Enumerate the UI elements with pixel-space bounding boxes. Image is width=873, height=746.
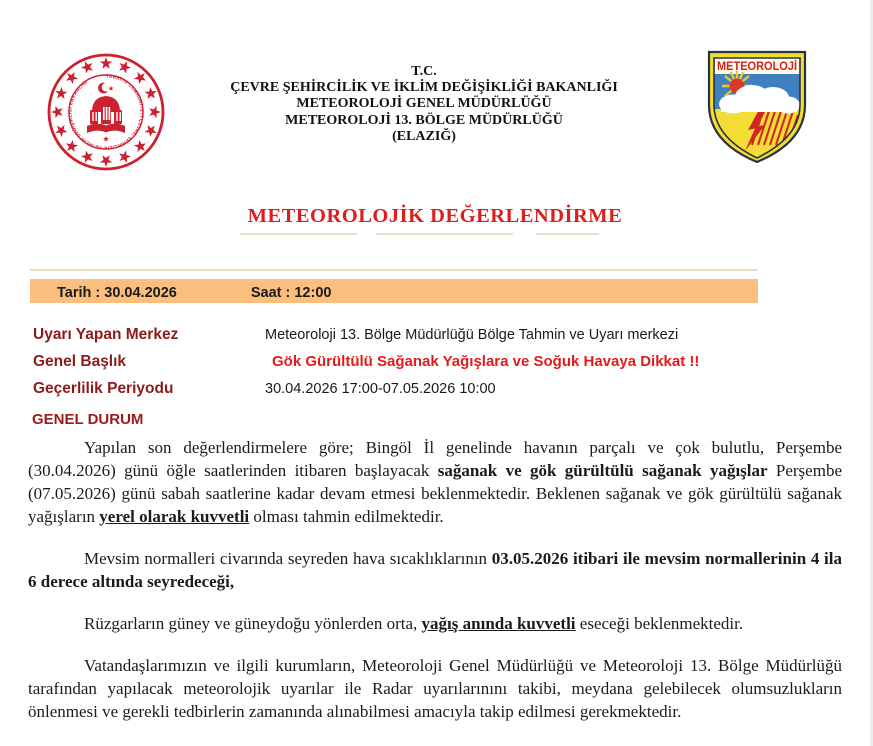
field-label: Uyarı Yapan Merkez: [33, 326, 179, 343]
field-label: Geçerlilik Periyodu: [33, 380, 174, 397]
paragraph-wind: Rüzgarların güney ve güneydoğu yönlerden orta, yağış anında kuvvetli eseceği beklenmektedir.: [84, 614, 744, 633]
faint-rule: [240, 233, 357, 235]
assessment-body: [28, 436, 842, 723]
field-row-general-title: [30, 353, 758, 371]
section-heading: GENEL DURUM: [32, 411, 144, 428]
time-field: Saat : 12:00: [250, 284, 332, 301]
letterhead-line-tc: T.C.: [411, 64, 437, 79]
paragraph-advice: Vatandaşlarımızın ve ilgili kurumların, Meteoroloji Genel Müdürlüğü ve Meteoroloji 13. Bölge Müdürlüğü tarafından yapılacak meteorolojik uyarılar ile Radar uyarılarınını takibi, meydana gelebilecek olumsuzlukların önlenmesi ve gerekli tedbirlerin zamanında alınabilmesi amacıyla takip edilmesi gerekmektedir.: [28, 656, 842, 721]
field-value: 30.04.2026 17:00-07.05.2026 10:00: [265, 381, 496, 397]
emblem-ring-text: TÜRKİYE CUMHURİYETİ ÇEVRE, ŞEHİRCİLİK VE İKLİM DEĞİŞİKLİĞİ BAKANLIĞI: [67, 73, 145, 151]
letterhead-line-regional-directorate: METEOROLOJİ 13. BÖLGE MÜDÜRLÜĞÜ: [285, 112, 563, 128]
document-title: METEOROLOJİK DEĞERLENDİRME: [247, 205, 623, 227]
crescent-star-icon: [98, 83, 114, 94]
letterhead-line-city: (ELAZIĞ): [392, 128, 456, 144]
paragraph-temperature: Mevsim normalleri civarında seyreden hava sıcaklıklarının 03.05.2026 itibari ile mevsim normallerinin 4 ila 6 derece altında seyredeceği,: [28, 549, 842, 591]
field-row-validity-period: [30, 380, 758, 398]
info-table: [30, 269, 758, 398]
letterhead-line-ministry: ÇEVRE ŞEHİRCİLİK VE İKLİM DEĞİŞİKLİĞİ BAKANLIĞI: [230, 80, 618, 96]
mosque-buildings-icon: [90, 96, 122, 124]
date-time-bar: [30, 279, 758, 303]
letterhead-line-general-directorate: METEOROLOJİ GENEL MÜDÜRLÜĞÜ: [296, 96, 552, 112]
paragraph-general-situation: Yapılan son değerlendirmelere göre; Bingöl İl genelinde havanın parçalı ve çok bulutlu, Perşembe (30.04.2026) günü öğle saatlerinden itibaren başlayacak sağanak ve gök gürültülü sağanak yağışlar Perşembe (07.05.2026) günü sabah saatlerine kadar devam etmesi beklenmektedir. Beklenen sağanak ve gök gürültülü sağanak yağışların yerel olarak kuvvetli olması tahmin edilmektedir.: [28, 438, 842, 526]
shield-logo-text: METEOROLOJİ: [717, 59, 805, 73]
field-row-warning-center: [30, 326, 758, 344]
letterhead: [158, 64, 690, 145]
field-label: Genel Başlık: [33, 353, 127, 370]
meteorology-shield-icon: [705, 45, 809, 163]
alert-headline: Gök Gürültülü Sağanak Yağışlara ve Soğuk Havaya Dikkat !!: [272, 353, 700, 370]
date-field: Tarih : 30.04.2026: [57, 284, 177, 301]
field-value: Meteoroloji 13. Bölge Müdürlüğü Bölge Tahmin ve Uyarı merkezi: [265, 327, 679, 343]
faint-rule: [536, 233, 599, 235]
open-book-icon: [87, 124, 125, 133]
document-header: [0, 0, 870, 170]
field-list: [30, 326, 758, 398]
table-top-rule: [30, 269, 758, 271]
ministry-emblem-icon: [46, 52, 166, 172]
faint-rule: [376, 233, 513, 235]
